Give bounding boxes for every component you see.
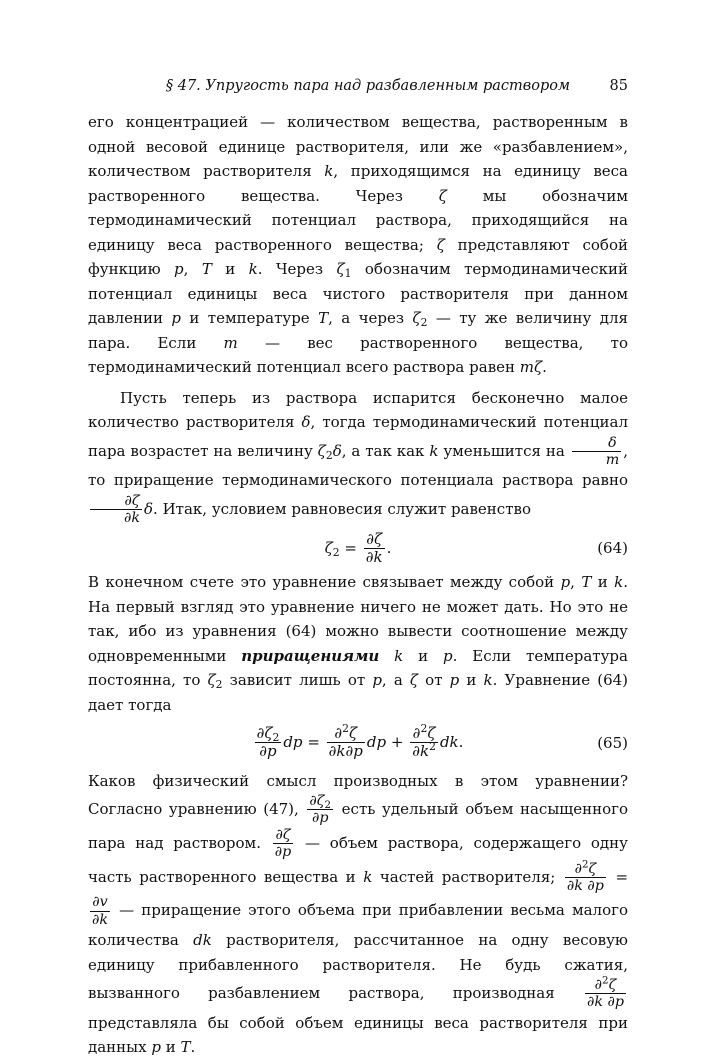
- paragraph-2: Пусть теперь из раствора испарится бесконечно малое количество растворителя δ, тогда термодинамический потенциал пара возрастет на величину $\zeta_2\delta$, а так как k уменьшится на $\frac{\delta}{m}$ , то приращение термодинамического потенциала раствора равно $\frac{\partial\zeta}{\partial k}$ δ. Итак, условием равновесия служит равенство: [88, 388, 628, 527]
- paragraph-3: В конечном счете это уравнение связывает между собой p, T и k. На первый взгляд это уравнение ничего не может дать. Но это не так, ибо из уравнения (64) можно вывести соотношение между одновременными приращениями k и p. Если температура постоянна, то $\zeta_2$ зависит лишь от p, а ζ от p и k. Уравнение (64) дает тогда: [88, 573, 629, 714]
- page-number: 85: [609, 78, 628, 94]
- equation-number-64: (64): [597, 539, 628, 558]
- body-text: [88, 110, 628, 1060]
- fraction-dzeta-dk: $\frac{\partial\zeta}{\partial k}$: [90, 493, 142, 527]
- paragraph-1: его концентрацией — количеством вещества, растворенным в одной весовой единице растворителя, или же «разбавлением», количеством растворителя k, приходящимся на единицу веса растворенного вещества. Через ζ мы обозначим термодинамический потенциал раствора, приходящийся на единицу веса растворенного вещества; ζ представляют собой функцию p, T и k. Через $\zeta_1$ обозначим термодинамический потенциал единицы веса чистого растворителя при данном давлении p и температуре T, а через $\zeta_2$ — ту же величину для пара. Если m — вес растворенного вещества, то термодинамический потенциал всего раствора равен mζ.: [88, 113, 628, 376]
- equation-64: $\zeta_2$ = $\frac{\partial\zeta}{\partial k}$ . (64): [324, 529, 628, 566]
- equation-number-65: (65): [597, 733, 628, 752]
- equation-65: $\frac{\partial\zeta_2}{\partial p}$ dp = $\frac{\partial^2\zeta}{\partial k\partial p}$ dp + $\frac{\partial^2\zeta}{\partial k^2}$ dk. (65): [256, 722, 628, 761]
- fraction-delta-over-m: $\frac{\delta}{m}$: [572, 435, 622, 469]
- paragraph-4: Каков физический смысл производных в этом уравнении? Согласно уравнению (47), $\frac{\partial\zeta_2}{\partial p}$ есть удельный объем насыщенного пара над раствором. $\frac{\partial\zeta}{\partial p}$ — объем раствора, содержащего одну часть растворенного вещества и k частей растворителя; $\frac{\partial^2\zeta}{\partial k \partial p}$ = $\frac{\partial v}{\partial k}$ — приращение этого объема при прибавлении весьма малого количества dk растворителя, рассчитанное на одну весовую единицу прибавленного растворителя. Не будь сжатия, вызванного разбавлением раствора, производная $\frac{\partial^2\zeta}{\partial k \partial p}$ представляла бы собой объем единицы веса растворителя при данных p и T.: [88, 771, 629, 1057]
- running-header: [88, 76, 628, 96]
- section-title: § 47. Упругость пара над разбавленным раствором: [165, 78, 570, 94]
